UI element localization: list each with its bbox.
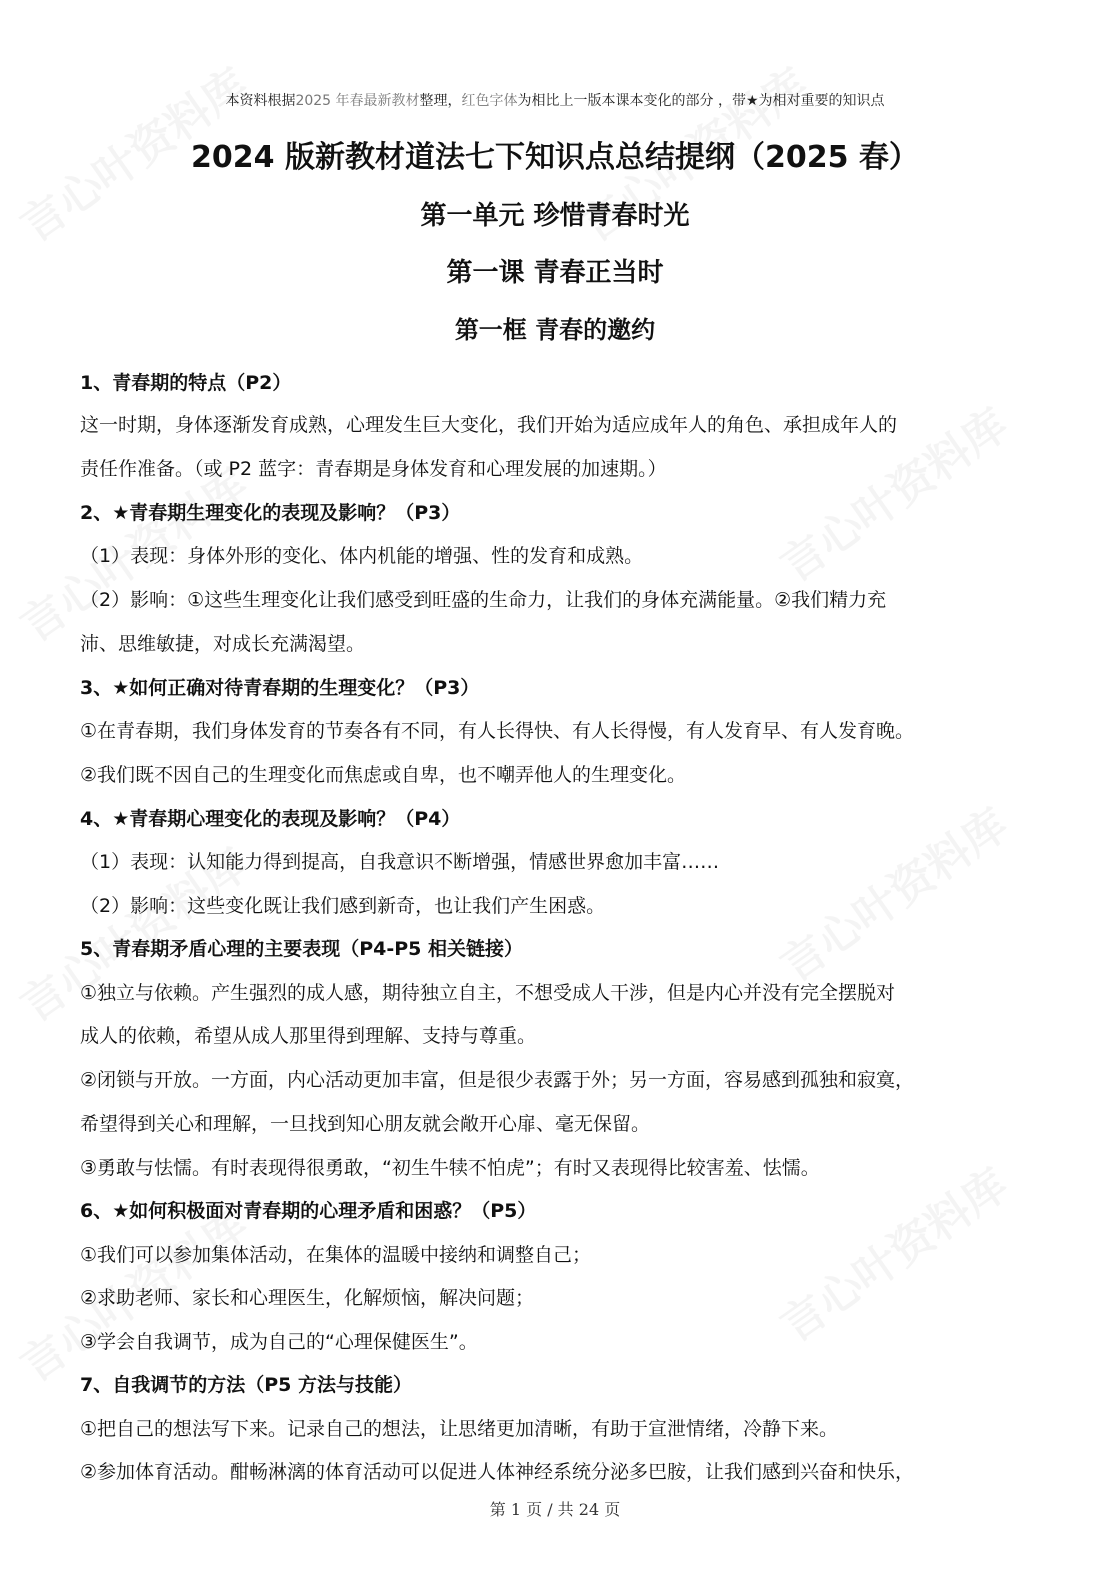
- frame-heading: 第一框 青春的邀约: [454, 316, 656, 344]
- section-heading: 6、★如何积极面对青春期的心理矛盾和困惑？（P5）: [80, 1200, 537, 1222]
- document-title: 2024 版新教材道法七下知识点总结提纲（2025 春）: [191, 140, 919, 175]
- paragraph-line: ①在青春期，我们身体发育的节奏各有不同，有人长得快、有人长得慢，有人发育早、有人发育晚。: [80, 720, 915, 742]
- section-heading: 2、★青春期生理变化的表现及影响？（P3）: [80, 502, 461, 524]
- unit-heading: 第一单元 珍惜青春时光: [420, 201, 690, 231]
- section-heading: 5、青春期矛盾心理的主要表现（P4-P5 相关链接）: [80, 938, 524, 960]
- paragraph-line: （2）影响：①这些生理变化让我们感受到旺盛的生命力，让我们的身体充满能量。②我们精力充: [80, 589, 887, 611]
- paragraph-line: ①独立与依赖。产生强烈的成人感，期待独立自主，不想受成人干涉，但是内心并没有完全摆脱对: [80, 982, 896, 1004]
- paragraph-line: （2）影响：这些变化既让我们感到新奇，也让我们产生困惑。: [80, 895, 606, 917]
- paragraph-line: ③勇敢与怯懦。有时表现得很勇敢，“初生牛犊不怕虎”；有时又表现得比较害羞、怯懦。: [80, 1157, 820, 1179]
- paragraph-line: 沛、思维敏捷，对成长充满渴望。: [80, 633, 366, 655]
- section-heading: 7、自我调节的方法（P5 方法与技能）: [80, 1374, 412, 1396]
- document-notice: 本资料根据2025 年春最新教材整理，红色字体为相比上一版本课本变化的部分 ，带★为相对重要的知识点: [225, 93, 885, 109]
- paragraph-line: ②闭锁与开放。一方面，内心活动更加丰富，但是很少表露于外；另一方面，容易感到孤独和寂寞，: [80, 1069, 915, 1091]
- paragraph-line: ②我们既不因自己的生理变化而焦虑或自卑，也不嘲弄他人的生理变化。: [80, 764, 687, 786]
- page-number: 第 1 页 / 共 24 页: [489, 1500, 621, 1519]
- paragraph-line: ①我们可以参加集体活动，在集体的温暖中接纳和调整自己；: [80, 1244, 592, 1266]
- section-heading: 4、★青春期心理变化的表现及影响？（P4）: [80, 808, 461, 830]
- paragraph-line: ②求助老师、家长和心理医生，化解烦恼，解决问题；: [80, 1287, 535, 1309]
- paragraph-line: 希望得到关心和理解，一旦找到知心朋友就会敞开心扉、毫无保留。: [80, 1113, 651, 1135]
- section-heading: 3、★如何正确对待青春期的生理变化？（P3）: [80, 677, 480, 699]
- paragraph-line: 成人的依赖，希望从成人那里得到理解、支持与尊重。: [80, 1025, 537, 1047]
- watermark-text: [766, 1150, 1019, 1354]
- paragraph-line: 责任作准备。（或 P2 蓝字：青春期是身体发育和心理发展的加速期。）: [80, 458, 667, 480]
- paragraph-line: 这一时期，身体逐渐发育成熟，心理发生巨大变化，我们开始为适应成年人的角色、承担成年人的: [80, 414, 898, 436]
- lesson-heading: 第一课 青春正当时: [446, 258, 664, 288]
- paragraph-line: （1）表现：认知能力得到提高，自我意识不断增强，情感世界愈加丰富……: [80, 851, 720, 873]
- paragraph-line: ③学会自我调节，成为自己的“心理保健医生”。: [80, 1331, 478, 1353]
- paragraph-line: ①把自己的想法写下来。记录自己的想法，让思绪更加清晰，有助于宣泄情绪，冷静下来。: [80, 1418, 839, 1440]
- paragraph-line: （1）表现：身体外形的变化、体内机能的增强、性的发育和成熟。: [80, 545, 644, 567]
- section-heading: 1、青春期的特点（P2）: [80, 372, 292, 394]
- watermark-text: [766, 790, 1019, 994]
- paragraph-line: ②参加体育活动。酣畅淋漓的体育活动可以促进人体神经系统分泌多巴胺，让我们感到兴奋和快乐，: [80, 1461, 915, 1483]
